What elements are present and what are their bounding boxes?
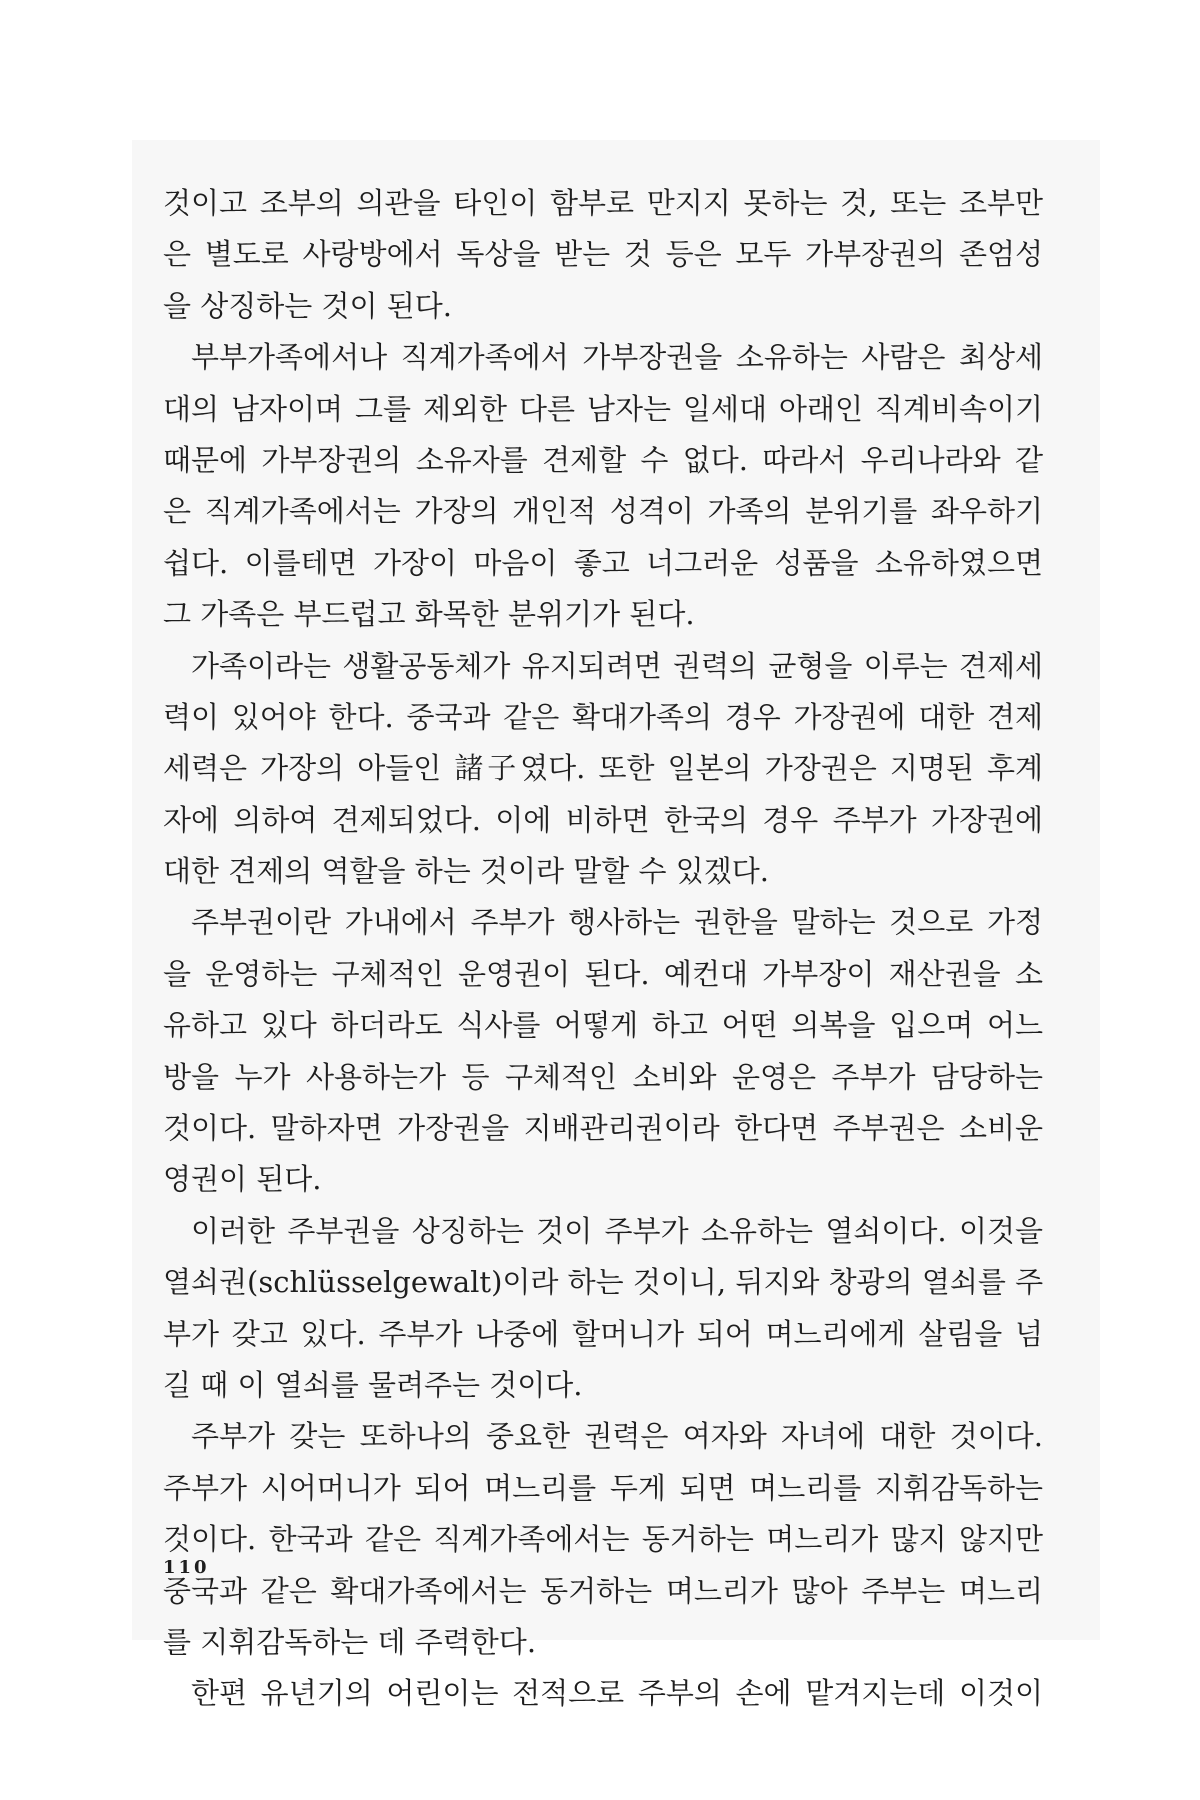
text-line: 유하고 있다 하더라도 식사를 어떻게 하고 어떤 의복을 입으며 어느 (163, 1008, 1043, 1043)
text-line: 열쇠권(schlüsselgewalt)이라 하는 것이니, 뒤지와 창광의 열쇠를 주 (163, 1265, 1043, 1300)
text-line: 것이다. 말하자면 가장권을 지배관리권이라 한다면 주부권은 소비운 (163, 1111, 1043, 1146)
text-line: 중국과 같은 확대가족에서는 동거하는 며느리가 많아 주부는 며느리 (163, 1573, 1043, 1608)
text-line: 을 운영하는 구체적인 운영권이 된다. 예컨대 가부장이 재산권을 소 (163, 956, 1043, 991)
text-line: 주부가 갖는 또하나의 중요한 권력은 여자와 자녀에 대한 것이다. (191, 1419, 1043, 1454)
text-line: 것이고 조부의 의관을 타인이 함부로 만지지 못하는 것, 또는 조부만 (163, 186, 1043, 220)
text-line: 력이 있어야 한다. 중국과 같은 확대가족의 경우 가장권에 대한 견제 (163, 699, 1043, 734)
text-line: 주부가 시어머니가 되어 며느리를 두게 되면 며느리를 지휘감독하는 (163, 1470, 1043, 1505)
text-line: 은 별도로 사랑방에서 독상을 받는 것 등은 모두 가부장권의 존엄성 (163, 237, 1043, 272)
text-line: 대의 남자이며 그를 제외한 다른 남자는 일세대 아래인 직계비속이기 (163, 391, 1043, 426)
text-line: 주부권이란 가내에서 주부가 행사하는 권한을 말하는 것으로 가정 (191, 905, 1043, 940)
page-number: 110 (163, 1557, 210, 1578)
text-line: 길 때 이 열쇠를 물려주는 것이다. (163, 1367, 583, 1402)
text-line: 때문에 가부장권의 소유자를 견제할 수 없다. 따라서 우리나라와 같 (163, 442, 1043, 477)
text-line: 은 직계가족에서는 가장의 개인적 성격이 가족의 분위기를 좌우하기 (163, 494, 1043, 529)
text-line: 대한 견제의 역할을 하는 것이라 말할 수 있겠다. (163, 854, 770, 889)
text-line: 한편 유년기의 어린이는 전적으로 주부의 손에 맡겨지는데 이것이 (191, 1676, 1043, 1711)
text-line: 방을 누가 사용하는가 등 구체적인 소비와 운영은 주부가 담당하는 (163, 1059, 1043, 1094)
text-line: 을 상징하는 것이 된다. (163, 288, 452, 323)
text-line: 세력은 가장의 아들인 諸子였다. 또한 일본의 가장권은 지명된 후계 (163, 751, 1043, 786)
text-line: 쉽다. 이를테면 가장이 마음이 좋고 너그러운 성품을 소유하였으면 (163, 545, 1043, 580)
text-line: 이러한 주부권을 상징하는 것이 주부가 소유하는 열쇠이다. 이것을 (191, 1213, 1043, 1248)
text-line: 자에 의하여 견제되었다. 이에 비하면 한국의 경우 주부가 가장권에 (163, 802, 1043, 837)
text-line: 부가 갖고 있다. 주부가 나중에 할머니가 되어 며느리에게 살림을 넘 (163, 1316, 1043, 1351)
text-line: 가족이라는 생활공동체가 유지되려면 권력의 균형을 이루는 견제세 (191, 648, 1043, 683)
text-line: 를 지휘감독하는 데 주력한다. (163, 1624, 537, 1659)
text-line: 부부가족에서나 직계가족에서 가부장권을 소유하는 사람은 최상세 (191, 340, 1043, 375)
body-text (163, 178, 1043, 1720)
text-line: 그 가족은 부드럽고 화목한 분위기가 된다. (163, 597, 695, 632)
text-line: 것이다. 한국과 같은 직계가족에서는 동거하는 며느리가 많지 않지만 (163, 1522, 1043, 1557)
text-line: 영권이 된다. (163, 1162, 322, 1197)
